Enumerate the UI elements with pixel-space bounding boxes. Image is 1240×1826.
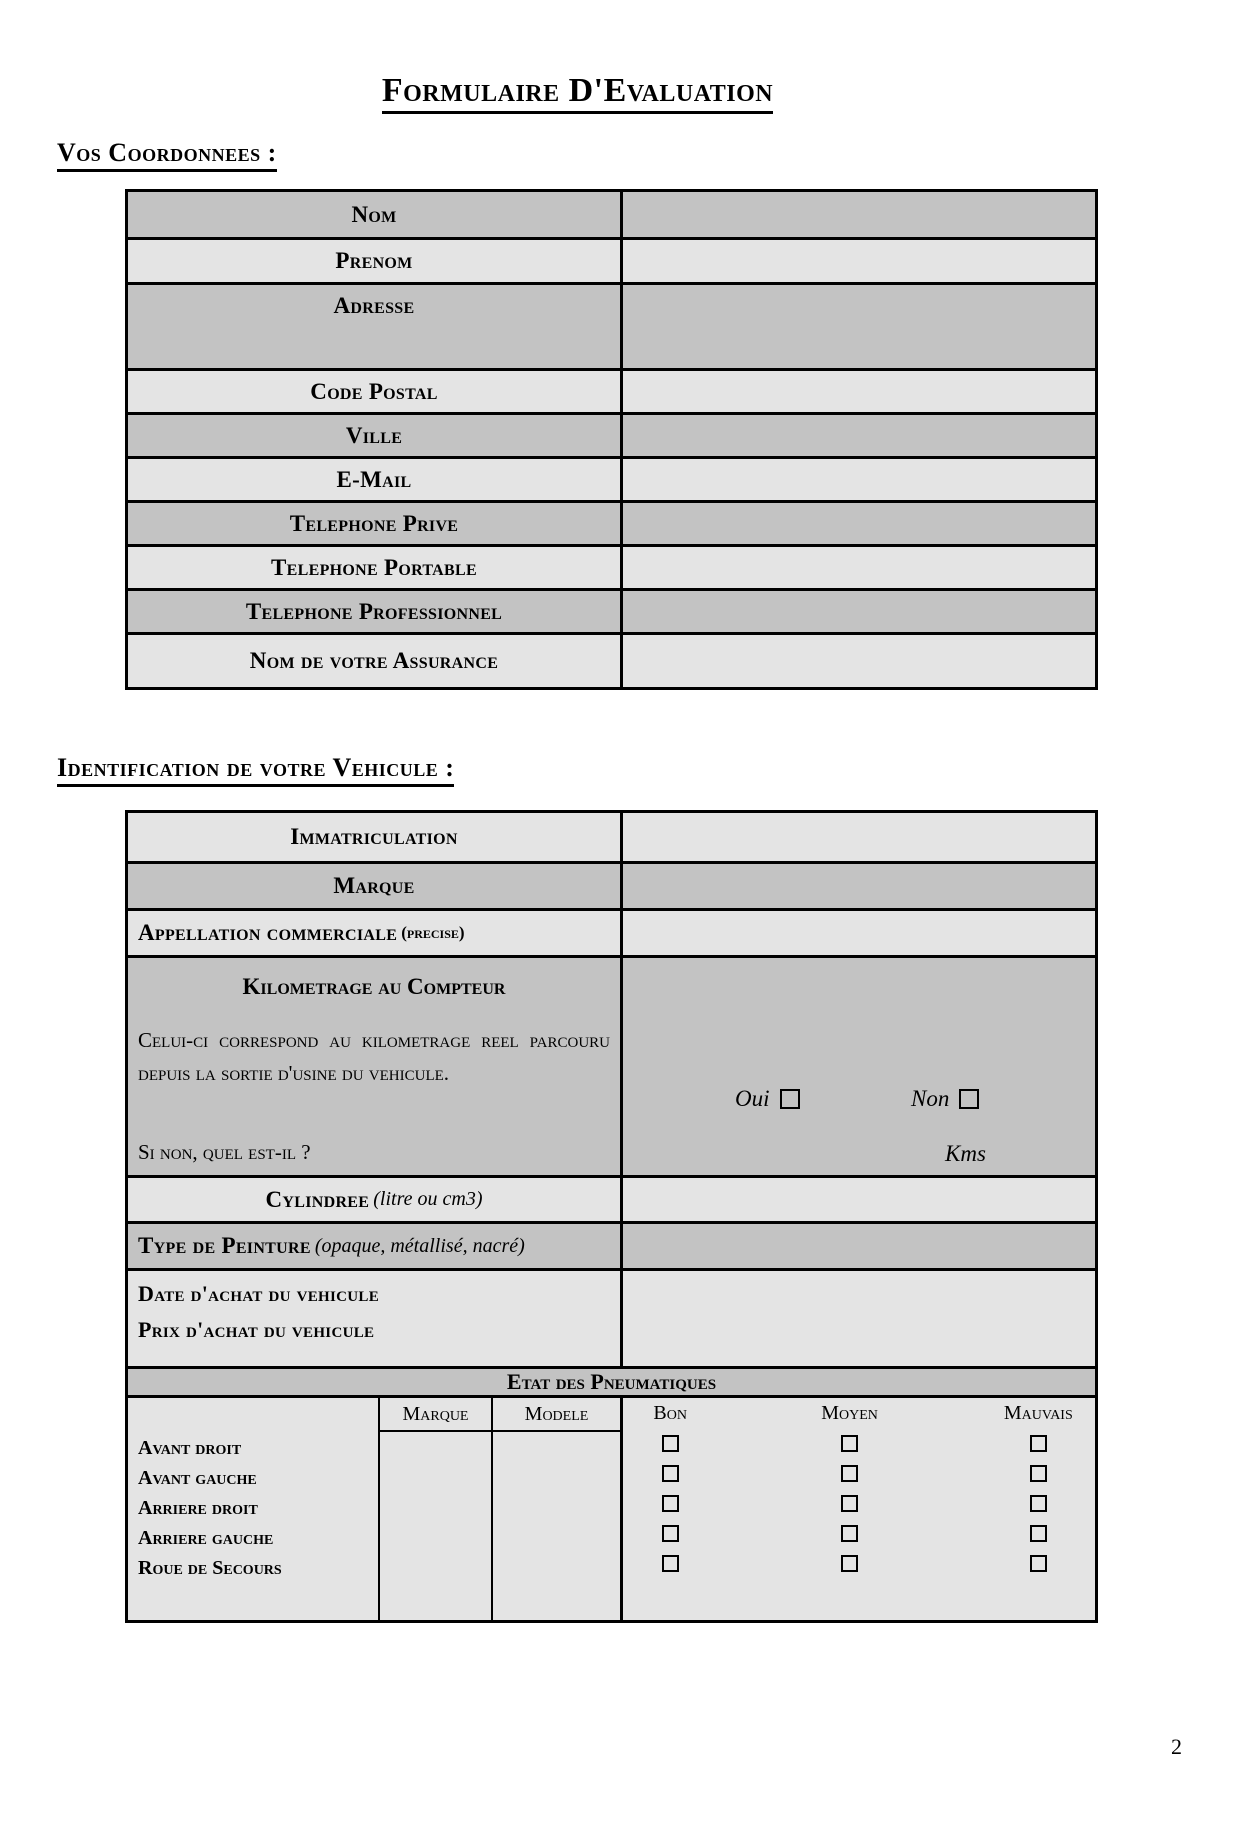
table-row-immatriculation bbox=[128, 813, 1095, 861]
ville-label: Ville bbox=[345, 422, 403, 448]
non-checkbox[interactable] bbox=[959, 1089, 979, 1109]
checkbox-arriere-gauche-bon[interactable] bbox=[662, 1525, 679, 1542]
appellation-label: Appellation commerciale bbox=[138, 920, 398, 945]
tyre-label-avant-gauche: Avant gauche bbox=[138, 1467, 257, 1489]
telephone-prive-label-cell bbox=[128, 503, 623, 544]
table-row-kilometrage bbox=[128, 955, 1095, 1175]
tyre-marque-column bbox=[380, 1398, 493, 1620]
prenom-label-cell bbox=[128, 240, 623, 282]
tyre-position-labels bbox=[128, 1398, 380, 1620]
cell-arriere-droit-bon bbox=[623, 1488, 717, 1518]
tyre-label-roue-secours: Roue de Secours bbox=[138, 1557, 282, 1579]
checkbox-roue-secours-bon[interactable] bbox=[662, 1555, 679, 1572]
document-header bbox=[57, 72, 1098, 114]
code-postal-label-cell bbox=[128, 371, 623, 412]
marque-label-cell bbox=[128, 864, 623, 908]
pneumatiques-header-label: Etat des Pneumatiques bbox=[506, 1369, 717, 1394]
checkbox-arriere-gauche-moyen[interactable] bbox=[841, 1525, 858, 1542]
cell-arriere-droit-moyen bbox=[717, 1488, 981, 1518]
kilometrage-title: Kilometrage au Compteur bbox=[242, 974, 506, 999]
table-row-pneumatiques-header bbox=[128, 1366, 1095, 1395]
checkbox-arriere-droit-moyen[interactable] bbox=[841, 1495, 858, 1512]
cell-avant-droit-moyen bbox=[717, 1428, 981, 1458]
checkbox-arriere-droit-mauvais[interactable] bbox=[1030, 1495, 1047, 1512]
telephone-portable-input-cell[interactable] bbox=[623, 547, 1095, 588]
non-option bbox=[911, 1086, 979, 1112]
immatriculation-label: Immatriculation bbox=[290, 824, 458, 849]
cell-roue-secours-moyen bbox=[717, 1548, 981, 1578]
non-label: Non bbox=[911, 1086, 950, 1111]
contact-table bbox=[125, 189, 1098, 690]
tyre-label-arriere-droit: Arriere droit bbox=[138, 1497, 258, 1519]
cell-roue-secours-bon bbox=[623, 1548, 717, 1578]
cylindree-label-cell bbox=[128, 1178, 623, 1221]
peinture-input-cell[interactable] bbox=[623, 1224, 1095, 1268]
table-row-achat bbox=[128, 1268, 1095, 1366]
table-row-cylindree bbox=[128, 1175, 1095, 1221]
telephone-prive-label: Telephone Prive bbox=[289, 510, 459, 536]
ville-input-cell[interactable] bbox=[623, 415, 1095, 456]
telephone-professionnel-label-cell bbox=[128, 591, 623, 632]
tyre-label-avant-droit: Avant droit bbox=[138, 1437, 242, 1459]
cell-arriere-gauche-bon bbox=[623, 1518, 717, 1548]
marque-label: Marque bbox=[333, 873, 415, 898]
checkbox-avant-gauche-mauvais[interactable] bbox=[1030, 1465, 1047, 1482]
kilometrage-question: Si non, quel est-il ? bbox=[138, 1140, 311, 1164]
nom-input-cell[interactable] bbox=[623, 192, 1095, 237]
code-postal-label: Code Postal bbox=[310, 378, 438, 404]
prenom-input-cell[interactable] bbox=[623, 240, 1095, 282]
ville-label-cell bbox=[128, 415, 623, 456]
assurance-label: Nom de votre Assurance bbox=[249, 648, 499, 673]
kilometrage-answer-cell bbox=[623, 958, 1095, 1175]
checkbox-arriere-gauche-mauvais[interactable] bbox=[1030, 1525, 1047, 1542]
peinture-label: Type de Peinture bbox=[138, 1233, 311, 1258]
cell-avant-droit-bon bbox=[623, 1428, 717, 1458]
cell-arriere-gauche-mauvais bbox=[982, 1518, 1095, 1548]
checkbox-avant-droit-mauvais[interactable] bbox=[1030, 1435, 1047, 1452]
checkbox-avant-droit-moyen[interactable] bbox=[841, 1435, 858, 1452]
telephone-portable-label-cell bbox=[128, 547, 623, 588]
peinture-note: (opaque, métallisé, nacré) bbox=[314, 1234, 525, 1257]
telephone-professionnel-input-cell[interactable] bbox=[623, 591, 1095, 632]
tyre-marque-input-cell[interactable] bbox=[380, 1432, 491, 1620]
appellation-label-cell bbox=[128, 911, 623, 955]
telephone-professionnel-label: Telephone Professionnel bbox=[245, 598, 503, 624]
tyre-modele-header: Modele bbox=[493, 1398, 620, 1432]
appellation-input-cell[interactable] bbox=[623, 911, 1095, 955]
cell-avant-droit-mauvais bbox=[982, 1428, 1095, 1458]
telephone-prive-input-cell[interactable] bbox=[623, 503, 1095, 544]
pneumatiques-body bbox=[128, 1395, 1095, 1620]
table-row-marque bbox=[128, 861, 1095, 908]
table-row-adresse bbox=[128, 282, 1095, 368]
oui-option bbox=[735, 1086, 800, 1112]
vehicle-table bbox=[125, 810, 1098, 1623]
adresse-label: Adresse bbox=[333, 293, 415, 318]
email-label: E-Mail bbox=[336, 466, 412, 492]
marque-input-cell[interactable] bbox=[623, 864, 1095, 908]
page-number: 2 bbox=[1171, 1734, 1182, 1759]
section-coordonnees-heading: Vos Coordonnees : bbox=[57, 138, 277, 172]
achat-input-cell[interactable] bbox=[623, 1271, 1095, 1366]
rating-header-moyen: Moyen bbox=[821, 1402, 878, 1424]
checkbox-avant-droit-bon[interactable] bbox=[662, 1435, 679, 1452]
table-row-appellation bbox=[128, 908, 1095, 955]
cell-avant-gauche-moyen bbox=[717, 1458, 981, 1488]
nom-label: Nom bbox=[351, 201, 397, 227]
peinture-label-cell bbox=[128, 1224, 623, 1268]
adresse-label-cell bbox=[128, 285, 623, 368]
table-row-nom bbox=[128, 192, 1095, 237]
nom-label-cell bbox=[128, 192, 623, 237]
table-row-prenom bbox=[128, 237, 1095, 282]
section-vehicule bbox=[57, 753, 1240, 787]
assurance-label-cell bbox=[128, 635, 623, 687]
tyre-label-arriere-gauche: Arriere gauche bbox=[138, 1527, 274, 1549]
table-row-telephone-professionnel bbox=[128, 588, 1095, 632]
checkbox-roue-secours-mauvais[interactable] bbox=[1030, 1555, 1047, 1572]
cell-arriere-gauche-moyen bbox=[717, 1518, 981, 1548]
cell-avant-gauche-bon bbox=[623, 1458, 717, 1488]
kms-unit-label: Kms bbox=[945, 1141, 986, 1166]
checkbox-avant-gauche-bon[interactable] bbox=[662, 1465, 679, 1482]
table-row-code-postal bbox=[128, 368, 1095, 412]
table-row-assurance bbox=[128, 632, 1095, 687]
table-row-telephone-prive bbox=[128, 500, 1095, 544]
table-row-telephone-portable bbox=[128, 544, 1095, 588]
telephone-portable-label: Telephone Portable bbox=[271, 554, 477, 580]
tyre-ratings-grid bbox=[623, 1398, 1095, 1620]
prenom-label: Prenom bbox=[335, 248, 413, 273]
rating-header-bon: Bon bbox=[653, 1402, 687, 1424]
kilometrage-paragraph: Celui-ci correspond au kilometrage reel parcouru depuis la sortie d'usine du vehicule. bbox=[138, 1028, 610, 1085]
tyre-marque-header: Marque bbox=[380, 1398, 491, 1432]
checkbox-avant-gauche-moyen[interactable] bbox=[841, 1465, 858, 1482]
section-vehicule-heading: Identification de votre Vehicule : bbox=[57, 753, 454, 787]
table-row-email bbox=[128, 456, 1095, 500]
appellation-note: (precise) bbox=[401, 923, 465, 942]
cylindree-input-cell[interactable] bbox=[623, 1178, 1095, 1221]
page-title: Formulaire D'Evaluation bbox=[382, 72, 773, 114]
email-label-cell bbox=[128, 459, 623, 500]
cylindree-note: (litre ou cm3) bbox=[373, 1188, 483, 1210]
achat-label-cell bbox=[128, 1271, 623, 1366]
checkbox-roue-secours-moyen[interactable] bbox=[841, 1555, 858, 1572]
rating-header-mauvais: Mauvais bbox=[1003, 1402, 1073, 1424]
section-coordonnees bbox=[57, 138, 1240, 172]
cell-roue-secours-mauvais bbox=[982, 1548, 1095, 1578]
immatriculation-label-cell bbox=[128, 813, 623, 861]
email-input-cell[interactable] bbox=[623, 459, 1095, 500]
assurance-input-cell[interactable] bbox=[623, 635, 1095, 687]
cylindree-label: Cylindree bbox=[265, 1186, 370, 1212]
tyre-modele-input-cell[interactable] bbox=[493, 1432, 620, 1620]
cell-arriere-droit-mauvais bbox=[982, 1488, 1095, 1518]
date-achat-label: Date d'achat du vehicule bbox=[138, 1281, 379, 1306]
code-postal-input-cell[interactable] bbox=[623, 371, 1095, 412]
checkbox-arriere-droit-bon[interactable] bbox=[662, 1495, 679, 1512]
pneumatiques-header-cell bbox=[128, 1369, 1095, 1395]
oui-label: Oui bbox=[735, 1086, 770, 1111]
immatriculation-input-cell[interactable] bbox=[623, 813, 1095, 861]
prix-achat-label: Prix d'achat du vehicule bbox=[138, 1317, 375, 1342]
adresse-input-cell[interactable] bbox=[623, 285, 1095, 368]
tyre-modele-column bbox=[493, 1398, 623, 1620]
cell-avant-gauche-mauvais bbox=[982, 1458, 1095, 1488]
kilometrage-label-cell bbox=[128, 958, 623, 1175]
table-row-peinture bbox=[128, 1221, 1095, 1268]
table-row-ville bbox=[128, 412, 1095, 456]
oui-checkbox[interactable] bbox=[780, 1089, 800, 1109]
